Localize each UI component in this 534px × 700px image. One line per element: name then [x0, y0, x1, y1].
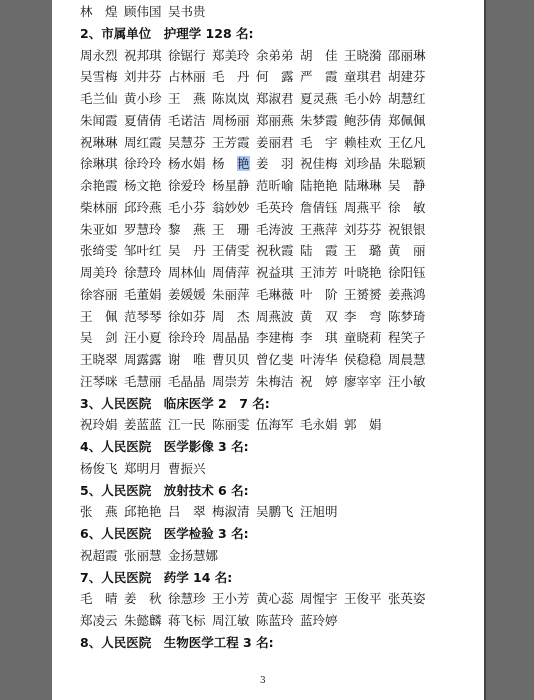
person-name: 陆艳艳 — [300, 178, 338, 193]
person-name: 毛 晴 — [80, 591, 118, 607]
person-name: 廖宰宰 — [344, 373, 382, 389]
person-name: 王赟赟 — [344, 286, 382, 302]
person-name: 占林丽 — [168, 69, 206, 85]
person-name: 祝佳梅 — [300, 156, 338, 172]
person-name: 朱梅洁 — [256, 373, 294, 389]
person-name: 徐锯行 — [168, 47, 206, 63]
person-name: 蒋飞标 — [168, 613, 206, 628]
person-name: 毛小芬 — [168, 199, 206, 215]
person-name: 张 燕 — [80, 504, 118, 520]
name-row — [80, 307, 432, 327]
section-heading: 8、人民医院 生物医学工程 3 名: — [80, 634, 274, 650]
person-name: 程笑子 — [388, 330, 426, 346]
person-name: 夏倩倩 — [124, 112, 162, 128]
person-name: 周晶晶 — [212, 330, 250, 346]
person-name: 郑明月 — [124, 460, 162, 476]
person-name: 姜燕鸿 — [388, 286, 426, 302]
person-name: 鲍莎倩 — [344, 112, 382, 128]
person-name: 张英姿 — [388, 591, 426, 607]
person-name: 蓝玲婷 — [300, 613, 338, 628]
person-name: 杨 艳 — [212, 156, 250, 172]
person-name: 周燕波 — [256, 308, 294, 324]
person-name: 毛晶晶 — [168, 373, 206, 389]
name-row — [80, 198, 432, 218]
person-name: 郑丽燕 — [256, 112, 294, 128]
person-name: 黄 双 — [300, 308, 338, 324]
person-name: 祝银银 — [388, 221, 426, 237]
person-name: 王 璐 — [344, 243, 382, 259]
person-name: 曹振兴 — [168, 460, 206, 476]
name-row — [80, 285, 432, 305]
person-name: 姜蓝蓝 — [124, 417, 162, 433]
person-name: 毛 丹 — [212, 69, 250, 85]
person-name: 杨星静 — [212, 178, 250, 193]
person-name: 陆 霞 — [300, 243, 338, 259]
person-name: 陈梦琦 — [388, 308, 426, 324]
name-row — [80, 89, 432, 109]
person-name: 金扬慧娜 — [168, 547, 219, 563]
person-name: 王晓漪 — [344, 47, 382, 63]
person-name: 夏灵燕 — [300, 91, 338, 106]
person-name: 邹叶红 — [124, 243, 162, 259]
person-name: 祝 婷 — [300, 373, 338, 389]
person-name: 周晨慧 — [388, 352, 426, 367]
person-name: 吴雪梅 — [80, 69, 118, 85]
person-name: 周燕平 — [344, 199, 382, 215]
person-name: 祝邦琪 — [124, 47, 162, 63]
person-name: 黄 丽 — [388, 243, 426, 259]
person-name: 黄小珍 — [124, 91, 162, 106]
person-name: 李 弯 — [344, 308, 382, 324]
person-name: 汪旭明 — [300, 504, 338, 520]
person-name: 毛永娟 — [300, 417, 338, 433]
person-name: 毛小妗 — [344, 91, 382, 106]
person-name: 祝玲娟 — [80, 417, 118, 433]
person-name: 朱丽萍 — [212, 286, 250, 302]
person-name: 周倩萍 — [212, 265, 250, 280]
person-name: 叶涛华 — [300, 352, 338, 367]
person-name: 王 燕 — [168, 91, 206, 106]
name-row — [80, 589, 432, 609]
person-name: 周江敏 — [212, 613, 250, 628]
person-name: 毛兰仙 — [80, 91, 118, 106]
name-row — [80, 350, 432, 370]
person-name: 严 霞 — [300, 69, 338, 85]
person-name: 徐 敏 — [388, 199, 426, 215]
person-name: 胡慧红 — [388, 91, 426, 106]
person-name: 李建梅 — [256, 330, 294, 346]
person-name: 毛慧丽 — [124, 373, 162, 389]
person-name: 郑美玲 — [212, 47, 250, 63]
person-name: 陆琳琳 — [344, 178, 382, 193]
person-name: 林 煌 — [80, 4, 118, 19]
person-name: 范琴琴 — [124, 308, 162, 324]
person-name: 胡 佳 — [300, 47, 338, 63]
person-name: 吴慧芬 — [168, 134, 206, 150]
person-name: 詹倩钰 — [300, 199, 338, 215]
name-row — [80, 372, 432, 392]
person-name: 周崇芳 — [212, 373, 250, 389]
person-name: 侯稳稳 — [344, 352, 382, 367]
person-name: 谢 唯 — [168, 352, 206, 367]
person-name: 吴 丹 — [168, 243, 206, 259]
person-name: 徐阳钰 — [388, 265, 426, 280]
person-name: 周红霞 — [124, 134, 162, 150]
person-name: 毛 宇 — [300, 134, 338, 150]
page-number: 3 — [260, 676, 266, 686]
name-row — [80, 241, 432, 261]
name-row — [80, 133, 432, 153]
document-page — [52, 0, 484, 700]
person-name: 朱闻霞 — [80, 112, 118, 128]
person-name: 吕 翠 — [168, 504, 206, 520]
person-name: 汪小敏 — [388, 373, 426, 389]
person-name: 余弟弟 — [256, 47, 294, 63]
person-name: 毛英玲 — [256, 199, 294, 215]
person-name: 王俊平 — [344, 591, 382, 607]
person-name: 徐玲玲 — [124, 156, 162, 172]
person-name: 王燕萍 — [300, 221, 338, 237]
name-row — [80, 611, 344, 631]
person-name: 汪小夏 — [124, 330, 162, 346]
person-name: 周永烈 — [80, 47, 118, 63]
person-name: 杨文艳 — [124, 178, 162, 193]
section-heading: 3、人民医院 临床医学 2 7 名: — [80, 395, 270, 411]
name-row — [80, 546, 219, 566]
person-name: 徐慧玲 — [124, 265, 162, 280]
section-heading: 2、市属单位 护理学 128 名: — [80, 25, 254, 41]
person-name: 余艳霞 — [80, 178, 118, 193]
person-name: 王 珊 — [212, 221, 250, 237]
person-name: 刘珍晶 — [344, 156, 382, 172]
person-name: 朱聪颖 — [388, 156, 426, 172]
person-name: 徐玲玲 — [168, 330, 206, 346]
person-name: 黎 燕 — [168, 221, 206, 237]
person-name: 毛诺洁 — [168, 112, 206, 128]
person-name: 王芳霞 — [212, 134, 250, 150]
person-name: 李 琪 — [300, 330, 338, 346]
person-name: 叶晓艳 — [344, 265, 382, 280]
person-name: 朱懿麟 — [124, 613, 162, 628]
person-name: 柴林丽 — [80, 199, 118, 215]
person-name: 刘井芬 — [124, 69, 162, 85]
person-name: 祝超霞 — [80, 547, 118, 563]
person-name: 顾伟国 — [124, 4, 162, 19]
person-name: 周美玲 — [80, 265, 118, 280]
person-name: 朱梦霞 — [300, 112, 338, 128]
person-name: 王晓翠 — [80, 352, 118, 367]
name-row — [80, 111, 432, 131]
person-name: 陈丽雯 — [212, 417, 250, 433]
person-name: 祝益琪 — [256, 265, 294, 280]
person-name: 周惺宇 — [300, 591, 338, 607]
person-name: 何 露 — [256, 69, 294, 85]
person-name: 陈蓝玲 — [256, 613, 294, 628]
person-name: 邵丽琳 — [388, 47, 426, 63]
person-name: 徐慧珍 — [168, 591, 206, 607]
person-name: 徐琳琪 — [80, 156, 118, 172]
person-name: 吴 剑 — [80, 330, 118, 346]
person-name: 翁妙妙 — [212, 199, 250, 215]
person-name: 童琪君 — [344, 69, 382, 85]
name-row — [80, 46, 432, 66]
person-name: 徐容丽 — [80, 286, 118, 302]
person-name: 曾亿斐 — [256, 352, 294, 367]
person-name: 毛董娟 — [124, 286, 162, 302]
section-heading: 7、人民医院 药学 14 名: — [80, 569, 233, 585]
person-name: 江一民 — [168, 417, 206, 433]
person-name: 周露露 — [124, 352, 162, 367]
person-name: 邱玲燕 — [124, 199, 162, 215]
person-name: 曹贝贝 — [212, 352, 250, 367]
section-heading: 6、人民医院 医学检验 3 名: — [80, 526, 249, 541]
name-row — [80, 67, 432, 87]
section-heading: 4、人民医院 医学影像 3 名: — [80, 439, 249, 454]
person-name: 赖桂欢 — [344, 134, 382, 150]
person-name: 毛琳薇 — [256, 286, 294, 302]
person-name: 罗慧玲 — [124, 221, 162, 237]
person-name: 周林仙 — [168, 265, 206, 280]
person-name: 王 佩 — [80, 308, 118, 324]
person-name: 刘芬芬 — [344, 221, 382, 237]
name-row — [80, 220, 432, 240]
name-row — [80, 263, 432, 283]
name-row — [80, 154, 432, 174]
person-name: 汪琴咪 — [80, 373, 118, 389]
page-edge — [484, 0, 486, 700]
person-name: 毛涛波 — [256, 221, 294, 237]
person-name: 郑淑君 — [256, 91, 294, 106]
person-name: 邱艳艳 — [124, 504, 162, 520]
person-name: 祝琳琳 — [80, 134, 118, 150]
person-name: 郑凌云 — [80, 613, 118, 628]
person-name: 张丽慧 — [124, 547, 162, 563]
person-name: 胡建芬 — [388, 69, 426, 85]
person-name: 祝秋霞 — [256, 243, 294, 259]
person-name: 吴书贵 — [168, 4, 206, 19]
person-name: 王小芳 — [212, 591, 250, 607]
person-name: 郑佩佩 — [388, 112, 426, 128]
person-name: 范昕喻 — [256, 178, 294, 193]
name-row — [80, 459, 212, 479]
person-name: 伍海军 — [256, 417, 294, 433]
person-name: 陈岚岚 — [212, 91, 250, 106]
person-name: 徐爱玲 — [168, 178, 206, 193]
person-name: 姜 秋 — [124, 591, 162, 607]
name-row — [80, 415, 388, 435]
person-name: 王亿凡 — [388, 134, 426, 150]
section-heading: 5、人民医院 放射技术 6 名: — [80, 482, 249, 498]
person-name: 吴鹏飞 — [256, 504, 294, 520]
person-name: 童晓莉 — [344, 330, 382, 346]
person-name: 姜 羽 — [256, 156, 294, 172]
person-name: 吴 静 — [388, 178, 426, 193]
name-row — [80, 2, 212, 22]
person-name: 周杨丽 — [212, 112, 250, 128]
person-name: 姜丽君 — [256, 134, 294, 150]
person-name: 徐如芬 — [168, 308, 206, 324]
person-name: 杨水娟 — [168, 156, 206, 172]
person-name: 张绮雯 — [80, 243, 118, 259]
person-name: 王沛芳 — [300, 265, 338, 280]
person-name: 杨俊飞 — [80, 460, 118, 476]
name-row — [80, 328, 432, 348]
name-row — [80, 176, 432, 196]
person-name: 郭 娟 — [344, 417, 382, 433]
person-name: 王倩雯 — [212, 243, 250, 259]
person-name: 朱亚如 — [80, 221, 118, 237]
person-name: 周 杰 — [212, 308, 250, 324]
person-name: 黄心蕊 — [256, 591, 294, 607]
person-name: 叶 阶 — [300, 286, 338, 302]
name-row — [80, 502, 344, 522]
person-name: 姜媛媛 — [168, 286, 206, 302]
person-name: 梅淑清 — [212, 504, 250, 520]
